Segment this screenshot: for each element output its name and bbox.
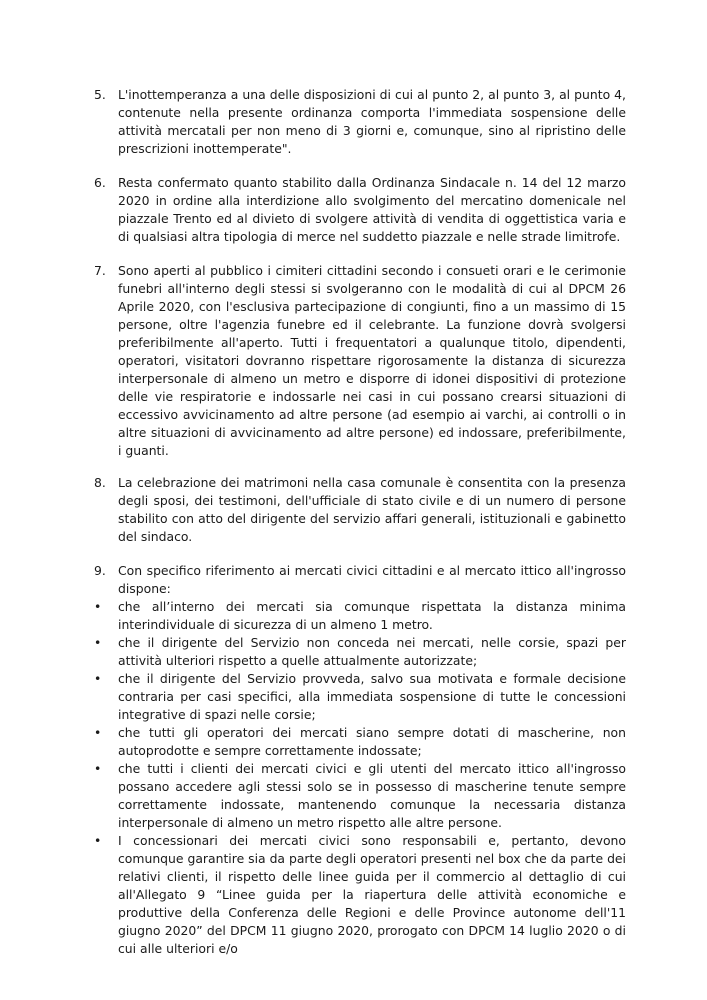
bullet-mark: • [94,635,102,650]
bullet-mark: • [94,599,102,614]
bullet-mark: • [94,833,102,848]
bullet-text: che all’interno dei mercati sia comunque rispettata la distanza minima interindividuale di sicurezza di un almeno 1 metro. [118,599,626,632]
bullet-text: che il dirigente del Servizio non conceda nei mercati, nelle corsie, spazi per attività ulteriori rispetto a quelle attualmente autorizzate; [118,635,626,668]
bullet-item [94,598,626,634]
item-number: 6. [94,175,106,190]
bullet-text: che tutti gli operatori dei mercati siano sempre dotati di mascherine, non autoprodotte e sempre correttamente indossate; [118,725,626,758]
list-item-9 [94,562,626,598]
bullet-item [94,832,626,958]
bullet-item [94,760,626,832]
item-number: 9. [94,563,106,578]
bullet-text: che il dirigente del Servizio provveda, salvo sua motivata e formale decisione contraria per casi specifici, alla immediata sospensione di tutte le concessioni integrative di spazi nelle corsie; [118,671,626,722]
item-text: La celebrazione dei matrimoni nella casa comunale è consentita con la presenza degli sposi, dei testimoni, dell'ufficiale di stato civile e di un numero di persone stabilito con atto del dirigente del servizio affari generali, istituzionali e gabinetto del sindaco. [118,475,626,544]
list-item-6 [94,174,626,246]
bullet-mark: • [94,671,102,686]
item-text: Con specifico riferimento ai mercati civici cittadini e al mercato ittico all'ingrosso dispone: [118,563,626,596]
item-number: 8. [94,475,106,490]
bullet-mark: • [94,725,102,740]
item-number: 7. [94,263,106,278]
bullet-text: I concessionari dei mercati civici sono responsabili e, pertanto, devono comunque garantire sia da parte degli operatori presenti nel box che da parte dei relativi clienti, il rispetto delle linee guida per il commercio al dettaglio di cui all'Allegato 9 “Linee guida per la riapertura delle attività economiche e produttive della Conferenza delle Regioni e delle Province autonome dell'11 giugno 2020” del DPCM 11 giugno 2020, prorogato con DPCM 14 luglio 2020 o di cui alle ulteriori e/o [118,833,626,956]
bullet-item [94,634,626,670]
item-text: L'inottemperanza a una delle disposizioni di cui al punto 2, al punto 3, al punto 4, contenute nella presente ordinanza comporta l'immediata sospensione delle attività mercatali per non meno di 3 giorni e, comunque, sino al ripristino delle prescrizioni inottemperate". [118,87,626,156]
bullet-mark: • [94,761,102,776]
item-text: Sono aperti al pubblico i cimiteri cittadini secondo i consueti orari e le cerimonie funebri all'interno degli stessi si svolgeranno con le modalità di cui al DPCM 26 Aprile 2020, con l'esclusiva partecipazione di congiunti, fino a un massimo di 15 persone, oltre l'agenzia funebre ed il celebrante. La funzione dovrà svolgersi preferibilmente all'aperto. Tutti i frequentatori a qualunque titolo, dipendenti, operatori, visitatori dovranno rispettare rigorosamente la distanza di sicurezza interpersonale di almeno un metro e disporre di idonei dispositivi di protezione delle vie respiratorie e indossarle nei casi in cui possano crearsi situazioni di eccessivo avvicinamento ad altre persone (ad esempio ai varchi, ai controlli o in altre situazioni di avvicinamento ad altre persone) ed indossare, preferibilmente, i guanti. [118,263,626,458]
item-number: 5. [94,87,106,102]
item-text: Resta confermato quanto stabilito dalla Ordinanza Sindacale n. 14 del 12 marzo 2020 in ordine alla interdizione allo svolgimento del mercatino domenicale nel piazzale Trento ed al divieto di svolgere attività di vendita di oggettistica varia e di qualsiasi altra tipologia di merce nel suddetto piazzale e nelle strade limitrofe. [118,175,626,244]
list-item-5 [94,86,626,158]
list-item-7 [94,262,626,460]
bullet-item [94,724,626,760]
bullet-item [94,670,626,724]
bullet-text: che tutti i clienti dei mercati civici e gli utenti del mercato ittico all'ingrosso possano accedere agli stessi solo se in possesso di mascherine tenute sempre correttamente indossate, mantenendo comunque la necessaria distanza interpersonale di almeno un metro rispetto alle altre persone. [118,761,626,830]
list-item-8 [94,474,626,546]
